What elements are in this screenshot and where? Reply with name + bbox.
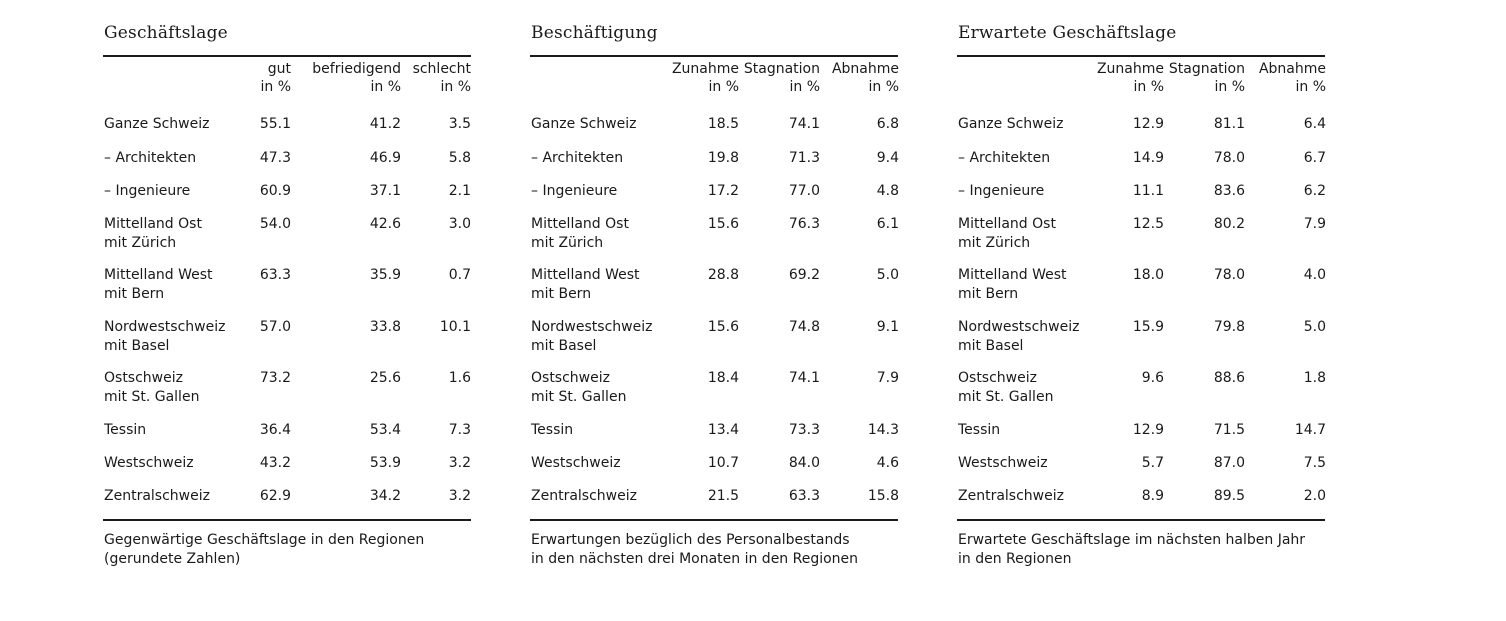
column-header <box>260 60 291 96</box>
column-header <box>413 60 471 96</box>
cell-value: 18.0 <box>1132 267 1164 283</box>
cell-value: 6.1 <box>876 216 899 232</box>
row-label <box>104 369 199 406</box>
column-header <box>1169 60 1245 96</box>
row-label <box>531 454 621 473</box>
row-label-line: – Ingenieure <box>958 183 1045 199</box>
cell-value: 78.0 <box>1213 150 1245 166</box>
cell-value: 53.4 <box>369 422 401 438</box>
cell-value: 6.8 <box>876 116 899 132</box>
row-label-line: mit Basel <box>104 337 170 354</box>
cell-value: 36.4 <box>259 422 291 438</box>
column-header-line: in % <box>1295 79 1326 95</box>
cell-value: 73.3 <box>788 422 820 438</box>
row-label-line: – Ingenieure <box>531 183 618 199</box>
column-header-line: Stagnation <box>743 61 820 77</box>
cell-value: 3.2 <box>448 455 471 471</box>
cell-value: 41.2 <box>369 116 401 132</box>
row-label-line: Nordwestschweiz <box>104 319 226 335</box>
cell-value: 34.2 <box>369 488 401 504</box>
column-header-line: in % <box>370 79 401 95</box>
table-caption: Erwartete Geschäftslage im nächsten halben Jahr in den Regionen <box>958 532 1306 567</box>
cell-value: 47.3 <box>259 150 291 166</box>
cell-value: 14.3 <box>867 422 899 438</box>
cell-value: 21.5 <box>707 488 739 504</box>
table-body <box>530 107 898 519</box>
row-label <box>104 318 225 355</box>
cell-value: 84.0 <box>788 455 820 471</box>
row-label <box>104 215 202 252</box>
row-label-line: mit Basel <box>958 337 1024 354</box>
cell-value: 87.0 <box>1213 455 1245 471</box>
column-header-line: befriedigend <box>312 61 401 77</box>
cell-value: 15.8 <box>867 488 899 504</box>
cell-value: 7.5 <box>1303 455 1326 471</box>
cell-value: 1.8 <box>1303 370 1326 386</box>
column-headers <box>957 57 1325 107</box>
row-label-line: mit St. Gallen <box>531 388 627 405</box>
row-label-line: Mittelland West <box>531 267 640 283</box>
cell-value: 79.8 <box>1213 319 1245 335</box>
row-label <box>531 369 626 406</box>
table-1 <box>103 20 471 568</box>
row-label-line: Tessin <box>104 422 147 438</box>
cell-value: 2.0 <box>1303 488 1326 504</box>
cell-value: 5.7 <box>1141 455 1164 471</box>
table-title: Geschäftslage <box>104 23 228 43</box>
cell-value: 74.1 <box>788 370 820 386</box>
column-header-line: Abnahme <box>1258 61 1326 77</box>
column-header <box>1259 60 1326 96</box>
row-label <box>531 266 640 303</box>
column-header-line: Zunahme <box>1096 61 1164 77</box>
column-header-line: in % <box>1133 79 1164 95</box>
row-label-line: mit St. Gallen <box>104 388 200 405</box>
cell-value: 57.0 <box>259 319 291 335</box>
cell-value: 7.9 <box>876 370 899 386</box>
column-header-line: in % <box>868 79 899 95</box>
row-label <box>104 454 194 473</box>
row-label <box>958 115 1063 134</box>
row-label-line: mit Bern <box>531 285 592 302</box>
row-label-line: Mittelland Ost <box>531 216 629 232</box>
cell-value: 25.6 <box>369 370 401 386</box>
row-label-line: mit Zürich <box>958 234 1031 251</box>
row-label-line: Nordwestschweiz <box>958 319 1080 335</box>
cell-value: 43.2 <box>259 455 291 471</box>
column-header <box>744 60 820 96</box>
row-label <box>958 318 1079 355</box>
cell-value: 17.2 <box>707 183 739 199</box>
cell-value: 54.0 <box>259 216 291 232</box>
row-label <box>531 182 617 201</box>
row-label <box>104 182 190 201</box>
cell-value: 10.7 <box>707 455 739 471</box>
cell-value: 33.8 <box>369 319 401 335</box>
cell-value: 18.5 <box>707 116 739 132</box>
cell-value: 9.4 <box>876 150 899 166</box>
row-label <box>958 182 1044 201</box>
cell-value: 4.0 <box>1303 267 1326 283</box>
cell-value: 2.1 <box>448 183 471 199</box>
row-label-line: – Ingenieure <box>104 183 191 199</box>
cell-value: 89.5 <box>1213 488 1245 504</box>
cell-value: 9.6 <box>1141 370 1164 386</box>
row-label <box>531 318 652 355</box>
row-label-line: Mittelland Ost <box>104 216 202 232</box>
row-label-line: mit Basel <box>531 337 597 354</box>
cell-value: 3.2 <box>448 488 471 504</box>
row-label <box>531 115 636 134</box>
row-label-line: mit Bern <box>958 285 1019 302</box>
table-body <box>957 107 1325 519</box>
cell-value: 73.2 <box>259 370 291 386</box>
column-headers <box>103 57 471 107</box>
cell-value: 37.1 <box>369 183 401 199</box>
cell-value: 10.1 <box>439 319 471 335</box>
cell-value: 69.2 <box>788 267 820 283</box>
cell-value: 4.6 <box>876 455 899 471</box>
cell-value: 18.4 <box>707 370 739 386</box>
table-title: Beschäftigung <box>531 23 658 43</box>
row-label-line: Westschweiz <box>104 455 194 471</box>
cell-value: 55.1 <box>259 116 291 132</box>
cell-value: 3.0 <box>448 216 471 232</box>
row-label-line: Westschweiz <box>958 455 1048 471</box>
row-label <box>958 454 1048 473</box>
cell-value: 15.6 <box>707 319 739 335</box>
column-header-line: in % <box>1214 79 1245 95</box>
row-label-line: Ganze Schweiz <box>531 116 637 132</box>
row-label <box>531 149 623 168</box>
column-header <box>312 60 401 96</box>
cell-value: 7.9 <box>1303 216 1326 232</box>
row-label <box>531 487 637 506</box>
cell-value: 6.7 <box>1303 150 1326 166</box>
row-label <box>104 487 210 506</box>
cell-value: 88.6 <box>1213 370 1245 386</box>
row-label-line: – Architekten <box>531 150 624 166</box>
cell-value: 81.1 <box>1213 116 1245 132</box>
cell-value: 5.8 <box>448 150 471 166</box>
column-headers <box>530 57 898 107</box>
row-label <box>958 266 1067 303</box>
row-label-line: Mittelland West <box>104 267 213 283</box>
cell-value: 62.9 <box>259 488 291 504</box>
cell-value: 80.2 <box>1213 216 1245 232</box>
column-header-line: in % <box>260 79 291 95</box>
cell-value: 63.3 <box>259 267 291 283</box>
row-label-line: Nordwestschweiz <box>531 319 653 335</box>
row-label-line: Zentralschweiz <box>958 488 1064 504</box>
table-2 <box>530 20 898 568</box>
row-label <box>958 369 1053 406</box>
table-caption: Erwartungen bezüglich des Personalbestands in den nächsten drei Monaten in den Regionen <box>531 532 859 567</box>
row-label-line: – Architekten <box>104 150 197 166</box>
row-label <box>958 215 1056 252</box>
table-title: Erwartete Geschäftslage <box>958 23 1177 43</box>
cell-value: 71.5 <box>1213 422 1245 438</box>
cell-value: 1.6 <box>448 370 471 386</box>
row-label <box>958 487 1064 506</box>
column-header-line: Abnahme <box>831 61 899 77</box>
cell-value: 9.1 <box>876 319 899 335</box>
row-label <box>104 149 196 168</box>
cell-value: 83.6 <box>1213 183 1245 199</box>
table-3 <box>957 20 1325 568</box>
row-label <box>531 421 573 440</box>
cell-value: 5.0 <box>876 267 899 283</box>
column-header <box>672 60 739 96</box>
cell-value: 53.9 <box>369 455 401 471</box>
column-header <box>832 60 899 96</box>
cell-value: 42.6 <box>369 216 401 232</box>
cell-value: 19.8 <box>707 150 739 166</box>
column-header <box>1097 60 1164 96</box>
cell-value: 63.3 <box>788 488 820 504</box>
row-label-line: – Architekten <box>958 150 1051 166</box>
cell-value: 28.8 <box>707 267 739 283</box>
cell-value: 74.1 <box>788 116 820 132</box>
column-header-line: gut <box>267 61 291 77</box>
cell-value: 8.9 <box>1141 488 1164 504</box>
cell-value: 77.0 <box>788 183 820 199</box>
cell-value: 6.4 <box>1303 116 1326 132</box>
column-header-line: schlecht <box>412 61 471 77</box>
cell-value: 12.5 <box>1132 216 1164 232</box>
cell-value: 78.0 <box>1213 267 1245 283</box>
row-label <box>104 266 213 303</box>
cell-value: 12.9 <box>1132 116 1164 132</box>
row-label <box>531 215 629 252</box>
column-header-line: in % <box>789 79 820 95</box>
row-label <box>104 115 209 134</box>
cell-value: 74.8 <box>788 319 820 335</box>
cell-value: 4.8 <box>876 183 899 199</box>
column-header-line: Zunahme <box>671 61 739 77</box>
table-caption: Gegenwärtige Geschäftslage in den Regionen (gerundete Zahlen) <box>104 532 425 567</box>
cell-value: 60.9 <box>259 183 291 199</box>
cell-value: 15.9 <box>1132 319 1164 335</box>
row-label-line: Zentralschweiz <box>104 488 210 504</box>
row-label-line: Ganze Schweiz <box>104 116 210 132</box>
cell-value: 14.7 <box>1294 422 1326 438</box>
cell-value: 5.0 <box>1303 319 1326 335</box>
row-label-line: Zentralschweiz <box>531 488 637 504</box>
cell-value: 12.9 <box>1132 422 1164 438</box>
row-label-line: Mittelland Ost <box>958 216 1056 232</box>
row-label-line: Ostschweiz <box>958 370 1037 386</box>
row-label-line: Mittelland West <box>958 267 1067 283</box>
row-label-line: mit St. Gallen <box>958 388 1054 405</box>
row-label <box>958 421 1000 440</box>
column-header-line: Stagnation <box>1168 61 1245 77</box>
cell-value: 0.7 <box>448 267 471 283</box>
row-label-line: mit Zürich <box>531 234 604 251</box>
cell-value: 71.3 <box>788 150 820 166</box>
cell-value: 7.3 <box>448 422 471 438</box>
row-label-line: mit Zürich <box>104 234 177 251</box>
cell-value: 11.1 <box>1132 183 1164 199</box>
cell-value: 46.9 <box>369 150 401 166</box>
cell-value: 14.9 <box>1132 150 1164 166</box>
row-label <box>104 421 146 440</box>
row-label-line: Tessin <box>531 422 574 438</box>
cell-value: 35.9 <box>369 267 401 283</box>
row-label-line: Ostschweiz <box>531 370 610 386</box>
row-label <box>958 149 1050 168</box>
cell-value: 13.4 <box>707 422 739 438</box>
row-label-line: Tessin <box>958 422 1001 438</box>
cell-value: 76.3 <box>788 216 820 232</box>
table-body <box>103 107 471 519</box>
row-label-line: Westschweiz <box>531 455 621 471</box>
row-label-line: mit Bern <box>104 285 165 302</box>
cell-value: 15.6 <box>707 216 739 232</box>
column-header-line: in % <box>440 79 471 95</box>
row-label-line: Ganze Schweiz <box>958 116 1064 132</box>
cell-value: 3.5 <box>448 116 471 132</box>
cell-value: 6.2 <box>1303 183 1326 199</box>
column-header-line: in % <box>708 79 739 95</box>
row-label-line: Ostschweiz <box>104 370 183 386</box>
